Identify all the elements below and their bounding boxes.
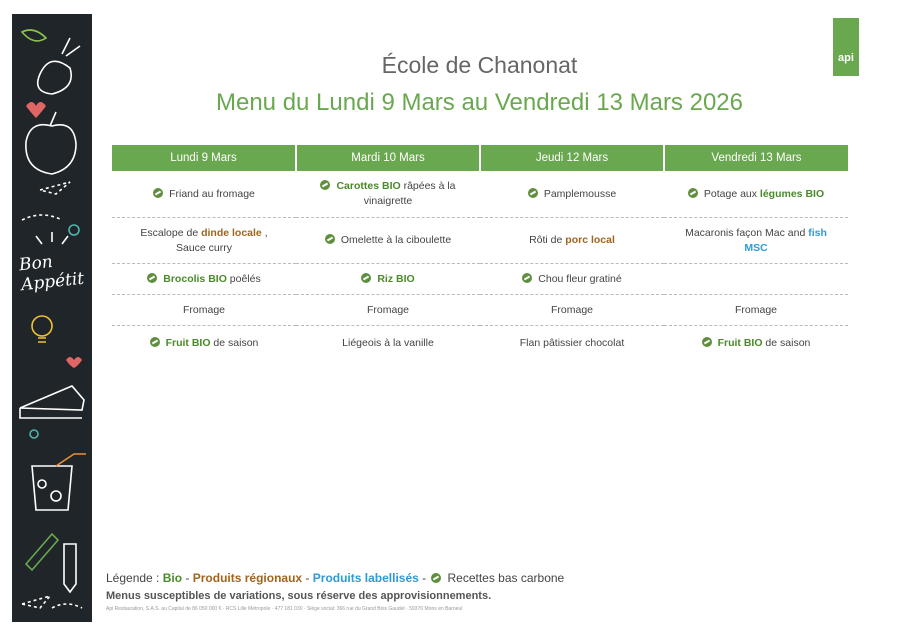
pencil-icon bbox=[26, 534, 58, 570]
menu-cell bbox=[480, 326, 664, 361]
menu-text: Fruit BIO bbox=[165, 336, 211, 349]
low-carbon-icon bbox=[702, 337, 712, 347]
legend-bio: Bio bbox=[162, 571, 183, 585]
day-header: Jeudi 12 Mars bbox=[480, 145, 664, 171]
menu-cell bbox=[480, 171, 664, 218]
menu-text: poêlés bbox=[226, 272, 261, 285]
menu-cell bbox=[112, 218, 296, 264]
leaf-doodle-icon bbox=[22, 30, 46, 41]
menu-cell bbox=[112, 295, 296, 326]
low-carbon-icon bbox=[325, 234, 335, 244]
menu-text: Liégeois à la vanille bbox=[342, 336, 434, 349]
menu-cell bbox=[296, 264, 480, 295]
legend-carbon: Recettes bas carbone bbox=[447, 571, 565, 585]
menu-cell bbox=[112, 171, 296, 218]
low-carbon-icon bbox=[528, 188, 538, 198]
low-carbon-icon bbox=[320, 180, 330, 190]
menu-cell bbox=[664, 171, 848, 218]
low-carbon-icon bbox=[431, 573, 441, 583]
legend-prefix: Légende : bbox=[106, 571, 163, 585]
logo-text: api bbox=[838, 52, 854, 64]
variation-note: Menus susceptibles de variations, sous réserve des approvisionnements. bbox=[106, 590, 492, 602]
low-carbon-icon bbox=[522, 273, 532, 283]
menu-text: de saison bbox=[762, 336, 811, 349]
legend-regional: Produits régionaux bbox=[192, 571, 303, 585]
menu-text: Chou fleur gratiné bbox=[538, 272, 622, 285]
menu-text: Riz BIO bbox=[377, 272, 415, 285]
menu-text: Carottes BIO bbox=[336, 180, 401, 192]
menu-table bbox=[112, 145, 848, 360]
menu-text: Fromage bbox=[734, 303, 777, 316]
menu-body bbox=[112, 171, 848, 360]
menu-text: râpées à la vinaigrette bbox=[363, 180, 456, 207]
menu-cell bbox=[480, 218, 664, 264]
menu-text: Flan pâtissier chocolat bbox=[519, 336, 625, 349]
menu-cell bbox=[480, 264, 664, 295]
menu-text: Potage aux bbox=[703, 187, 760, 200]
cake-slice-icon bbox=[20, 386, 84, 418]
legend-sep: - bbox=[418, 571, 430, 585]
menu-cell bbox=[112, 264, 296, 295]
school-name: École de Chanonat bbox=[381, 52, 578, 78]
day-header: Mardi 10 Mars bbox=[296, 145, 480, 171]
menu-row bbox=[112, 171, 848, 218]
menu-row bbox=[112, 326, 848, 361]
menu-cell bbox=[664, 264, 848, 295]
day-header: Vendredi 13 Mars bbox=[664, 145, 848, 171]
lightbulb-icon bbox=[32, 316, 52, 336]
bon-word: Bon bbox=[18, 251, 54, 276]
low-carbon-icon bbox=[361, 273, 371, 283]
menu-row bbox=[112, 295, 848, 326]
menu-text: légumes BIO bbox=[759, 187, 825, 200]
menu-cell bbox=[664, 326, 848, 361]
menu-text: dinde locale bbox=[201, 226, 262, 239]
menu-text: de saison bbox=[210, 336, 259, 349]
menu-row bbox=[112, 218, 848, 264]
legend-sep: - bbox=[302, 571, 313, 585]
menu-cell bbox=[480, 295, 664, 326]
menu-text: , Sauce curry bbox=[175, 226, 268, 254]
day-header-row bbox=[112, 145, 848, 171]
menu-text: Fromage bbox=[366, 303, 409, 316]
legal-footer: Api Restauration, S.A.S. au Capital de 86 050 000 € · RCS Lille Métropole · 477 181 030 · Siège social: 366 rue du Grand Bois Gaudet · 59370 Mons en Baroeul bbox=[106, 606, 463, 612]
low-carbon-icon bbox=[147, 273, 157, 283]
menu-cell bbox=[296, 171, 480, 218]
menu-text: Escalope de bbox=[140, 226, 202, 239]
heart-icon-2 bbox=[66, 357, 82, 368]
day-header: Lundi 9 Mars bbox=[112, 145, 296, 171]
menu-cell bbox=[664, 295, 848, 326]
pencil-icon-2 bbox=[64, 544, 76, 592]
menu-text: Fruit BIO bbox=[717, 336, 763, 349]
menu-text: Rôti de bbox=[529, 234, 566, 246]
menu-cell bbox=[296, 326, 480, 361]
low-carbon-icon bbox=[153, 188, 163, 198]
menu-cell bbox=[664, 218, 848, 264]
legend-labelled: Produits labellisés bbox=[312, 571, 419, 585]
legend-sep: - bbox=[182, 571, 193, 585]
menu-text: Pamplemousse bbox=[543, 187, 617, 200]
menu-cell bbox=[112, 326, 296, 361]
menu-text: Fromage bbox=[182, 303, 225, 316]
juice-glass-icon bbox=[32, 466, 72, 510]
low-carbon-icon bbox=[150, 337, 160, 347]
menu-text: Fromage bbox=[550, 303, 593, 316]
legend bbox=[106, 571, 564, 585]
menu-row bbox=[112, 264, 848, 295]
apple-doodle-icon bbox=[26, 125, 76, 174]
appetit-word: Appétit bbox=[20, 268, 86, 296]
bon-appetit-text bbox=[18, 249, 85, 295]
menu-text: Omelette à la ciboulette bbox=[340, 234, 452, 246]
low-carbon-icon bbox=[688, 188, 698, 198]
menu-title: Menu du Lundi 9 Mars au Vendredi 13 Mars 2026 bbox=[215, 89, 743, 116]
paper-plane-icon bbox=[22, 182, 70, 220]
menu-cell bbox=[296, 218, 480, 264]
menu-text: Brocolis BIO bbox=[163, 272, 227, 285]
menu-text: porc local bbox=[565, 234, 615, 246]
menu-text: Macaronis façon Mac and bbox=[685, 226, 809, 239]
menu-text: fish MSC bbox=[744, 226, 827, 254]
menu-cell bbox=[296, 295, 480, 326]
menu-text: Friand au fromage bbox=[169, 187, 255, 200]
